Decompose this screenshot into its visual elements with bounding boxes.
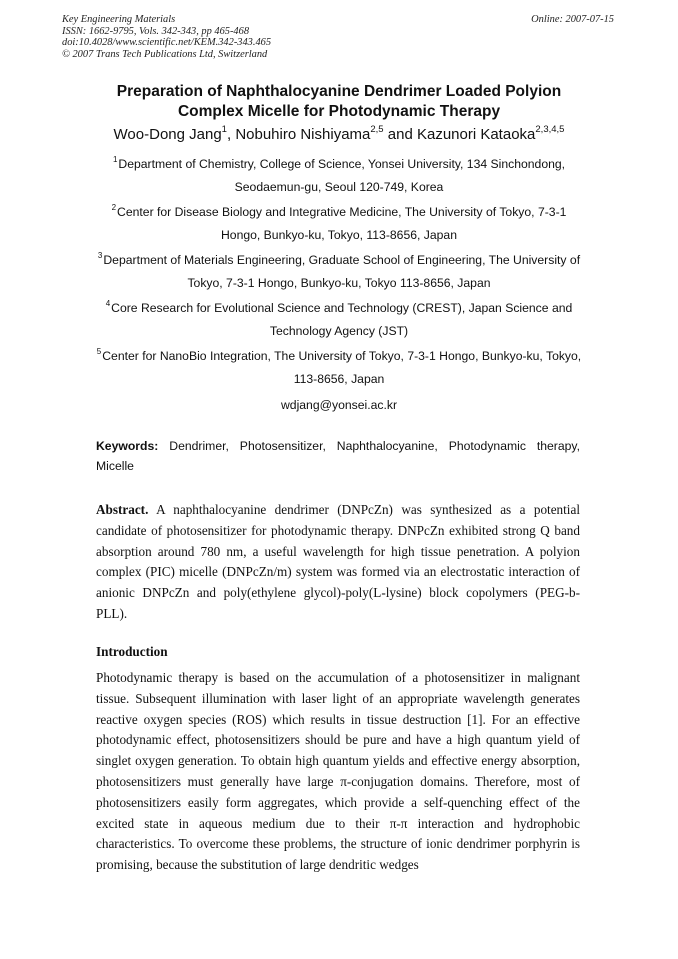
affiliation-text: Department of Materials Engineering, Graduate School of Engineering, The University of Tokyo, 7-3-1 Hongo, Bunkyo-ku, Tokyo 113-8656, Japan (103, 253, 581, 290)
author-affiliation-mark: 2,5 (370, 124, 384, 135)
affiliation-number: 3 (97, 251, 103, 260)
author-affiliation-mark: 2,3,4,5 (535, 124, 565, 135)
affiliation-number: 4 (105, 299, 111, 308)
title-line-1: Preparation of Naphthalocyanine Dendrimer Loaded Polyion (116, 83, 562, 100)
keywords-label: Keywords: (96, 439, 159, 453)
affiliation-text: Core Research for Evolutional Science and Technology (CREST), Japan Science and Technology Agency (JST) (111, 301, 573, 338)
affiliation-1 (92, 153, 586, 199)
abstract-text: A naphthalocyanine dendrimer (DNPcZn) was synthesized as a potential candidate of photosensitizer for photodynamic therapy. DNPcZn exhibited strong Q band absorption around 780 nm, a useful wavelength for high tissue penetration. A polyion complex (PIC) micelle (DNPcZn/m) system was formed via an electrostatic interaction of anionic DNPcZn and poly(ethylene glycol)-poly(L-lysine) block copolymers (PEG-b-PLL). (96, 502, 580, 621)
author-separator: and (383, 126, 417, 143)
affiliation-number: 5 (96, 347, 102, 356)
affiliation-number: 2 (111, 203, 117, 212)
issn-line: ISSN: 1662-9795, Vols. 342-343, pp 465-468 (62, 25, 250, 37)
author-affiliation-mark: 1 (221, 124, 227, 135)
copyright-line: © 2007 Trans Tech Publications Ltd, Switzerland (62, 48, 268, 60)
author-name: Nobuhiro Nishiyama (235, 126, 371, 143)
affiliation-text: Department of Chemistry, College of Science, Yonsei University, 134 Sinchondong, Seodaemun-gu, Seoul 120-749, Korea (118, 157, 566, 194)
title-line-2: Complex Micelle for Photodynamic Therapy (177, 103, 501, 120)
affiliation-number: 1 (112, 155, 118, 164)
author-separator: , (226, 126, 236, 143)
doi-line: doi:10.4028/www.scientific.net/KEM.342-343.465 (62, 37, 272, 49)
author-list (40, 125, 638, 145)
journal-header (62, 14, 271, 60)
paper-title (60, 82, 618, 122)
author-name: Woo-Dong Jang (113, 126, 222, 143)
affiliation-2 (92, 201, 586, 247)
keywords-section (96, 436, 580, 476)
affiliation-3 (92, 249, 586, 295)
author-name: Kazunori Kataoka (416, 126, 536, 143)
contact-email: wdjang@yonsei.ac.kr (280, 398, 398, 412)
abstract-section (96, 500, 580, 625)
keywords-text: Dendrimer, Photosensitizer, Naphthalocyanine, Photodynamic therapy, Micelle (96, 439, 580, 473)
affiliation-text: Center for NanoBio Integration, The University of Tokyo, 7-3-1 Hongo, Bunkyo-ku, Tokyo, 113-8656, Japan (102, 349, 582, 386)
affiliation-4 (92, 297, 586, 343)
introduction-text: Photodynamic therapy is based on the accumulation of a photosensitizer in malignant tissue. Subsequent illumination with laser light of an appropriate wavelength generates reactive oxygen species (ROS) which results in tissue destruction [1]. For an effective photodynamic effect, photosensitizers should be pure and have a high quantum yield of singlet oxygen generation. To obtain high quantum yields and effective energy absorption, photosensitizers must generally have large π-conjugation domains. Therefore, most of photosensitizers easily form aggregates, which provide a self-quenching effect of the excited state in aqueous medium due to their π-π interaction and hydrophobic characteristics. To overcome these problems, the structure of ionic dendrimer porphyrin is promising, because the substitution of large dendritic wedges (96, 670, 580, 873)
online-date: Online: 2007-07-15 (531, 14, 614, 25)
introduction-heading: Introduction (96, 644, 168, 659)
affiliation-5 (92, 345, 586, 391)
journal-name: Key Engineering Materials (62, 14, 176, 25)
affiliation-text: Center for Disease Biology and Integrative Medicine, The University of Tokyo, 7-3-1 Hongo, Bunkyo-ku, Tokyo, 113-8656, Japan (117, 205, 567, 242)
abstract-label: Abstract. (96, 502, 149, 517)
